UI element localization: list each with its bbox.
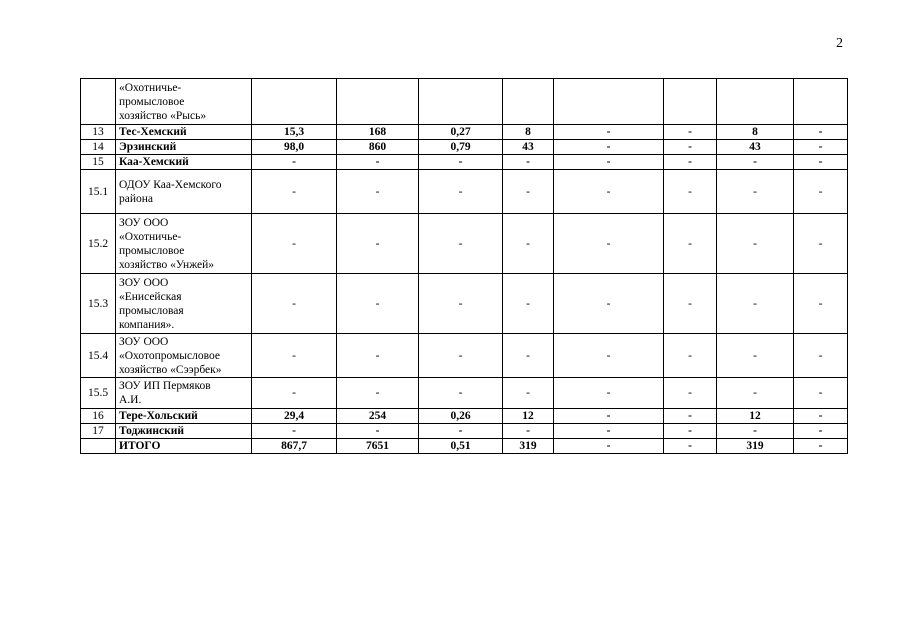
value-cell: - xyxy=(419,334,503,378)
value-cell: - xyxy=(252,155,337,170)
value-cell: - xyxy=(419,274,503,334)
row-number-cell: 17 xyxy=(81,424,116,439)
value-cell: - xyxy=(503,378,554,409)
value-cell: - xyxy=(664,274,717,334)
table-row xyxy=(81,334,848,378)
value-cell: - xyxy=(554,334,664,378)
value-cell: 15,3 xyxy=(252,125,337,140)
row-number-cell: 15.3 xyxy=(81,274,116,334)
value-cell: - xyxy=(717,155,794,170)
value-cell: - xyxy=(717,214,794,274)
value-cell: - xyxy=(337,214,419,274)
value-cell: 43 xyxy=(503,140,554,155)
row-name-cell: Тере-Хольский xyxy=(116,409,252,424)
value-cell: 0,79 xyxy=(419,140,503,155)
value-cell: - xyxy=(252,424,337,439)
value-cell: - xyxy=(337,155,419,170)
value-cell: - xyxy=(554,274,664,334)
value-cell: - xyxy=(252,170,337,214)
row-name-cell: ОДОУ Каа-Хемского района xyxy=(116,170,252,214)
value-cell: 254 xyxy=(337,409,419,424)
row-number-cell: 15.1 xyxy=(81,170,116,214)
value-cell: 43 xyxy=(717,140,794,155)
value-cell: - xyxy=(664,439,717,454)
value-cell xyxy=(337,79,419,125)
row-number-cell: 15.4 xyxy=(81,334,116,378)
value-cell: - xyxy=(794,424,848,439)
value-cell: - xyxy=(503,274,554,334)
value-cell: - xyxy=(554,140,664,155)
row-number-cell xyxy=(81,439,116,454)
value-cell: - xyxy=(664,155,717,170)
value-cell: - xyxy=(252,378,337,409)
value-cell: - xyxy=(419,170,503,214)
value-cell: 319 xyxy=(717,439,794,454)
value-cell: - xyxy=(664,424,717,439)
row-number-cell: 13 xyxy=(81,125,116,140)
value-cell: 0,51 xyxy=(419,439,503,454)
value-cell: 0,26 xyxy=(419,409,503,424)
value-cell: - xyxy=(419,155,503,170)
row-name-cell: Каа-Хемский xyxy=(116,155,252,170)
row-name-cell: ЗОУ ООО «Охотопромысловое хозяйство «Сээрбек» xyxy=(116,334,252,378)
value-cell: - xyxy=(717,378,794,409)
table-row xyxy=(81,140,848,155)
table-row xyxy=(81,214,848,274)
value-cell: - xyxy=(419,378,503,409)
row-name-cell: Тес-Хемский xyxy=(116,125,252,140)
value-cell: 98,0 xyxy=(252,140,337,155)
row-number-cell: 14 xyxy=(81,140,116,155)
value-cell: - xyxy=(794,170,848,214)
page-number: 2 xyxy=(836,36,843,51)
value-cell xyxy=(503,79,554,125)
value-cell: - xyxy=(337,170,419,214)
value-cell: - xyxy=(664,125,717,140)
value-cell: - xyxy=(794,409,848,424)
value-cell xyxy=(252,79,337,125)
row-number-cell: 15 xyxy=(81,155,116,170)
value-cell: - xyxy=(664,214,717,274)
value-cell: - xyxy=(794,214,848,274)
value-cell: - xyxy=(554,424,664,439)
value-cell: - xyxy=(794,125,848,140)
value-cell: - xyxy=(717,334,794,378)
row-number-cell: 16 xyxy=(81,409,116,424)
value-cell: 319 xyxy=(503,439,554,454)
row-number-cell: 15.2 xyxy=(81,214,116,274)
value-cell: - xyxy=(664,334,717,378)
value-cell: 12 xyxy=(717,409,794,424)
row-name-cell: ИТОГО xyxy=(116,439,252,454)
value-cell: - xyxy=(503,214,554,274)
table-row xyxy=(81,424,848,439)
value-cell: - xyxy=(419,424,503,439)
value-cell: - xyxy=(717,170,794,214)
value-cell: 7651 xyxy=(337,439,419,454)
value-cell: - xyxy=(503,170,554,214)
value-cell: - xyxy=(717,274,794,334)
data-table xyxy=(80,78,848,454)
value-cell: - xyxy=(554,125,664,140)
value-cell: 8 xyxy=(717,125,794,140)
value-cell: - xyxy=(337,378,419,409)
value-cell: - xyxy=(337,424,419,439)
table-row xyxy=(81,125,848,140)
value-cell: - xyxy=(794,378,848,409)
value-cell: - xyxy=(664,140,717,155)
row-name-cell: ЗОУ ООО «Охотничье- промысловое хозяйство «Унжей» xyxy=(116,214,252,274)
value-cell: - xyxy=(664,170,717,214)
value-cell: - xyxy=(337,274,419,334)
value-cell: - xyxy=(337,334,419,378)
value-cell: - xyxy=(554,409,664,424)
value-cell: - xyxy=(503,424,554,439)
value-cell xyxy=(664,79,717,125)
value-cell: 12 xyxy=(503,409,554,424)
table-row xyxy=(81,170,848,214)
value-cell: 8 xyxy=(503,125,554,140)
value-cell xyxy=(419,79,503,125)
value-cell: - xyxy=(252,214,337,274)
value-cell: 168 xyxy=(337,125,419,140)
value-cell: - xyxy=(717,424,794,439)
value-cell: 860 xyxy=(337,140,419,155)
table-row xyxy=(81,155,848,170)
row-name-cell: Эрзинский xyxy=(116,140,252,155)
value-cell: - xyxy=(794,334,848,378)
value-cell: - xyxy=(503,334,554,378)
value-cell: 0,27 xyxy=(419,125,503,140)
table-row xyxy=(81,79,848,125)
row-number-cell xyxy=(81,79,116,125)
row-name-cell: ЗОУ ИП Пермяков А.И. xyxy=(116,378,252,409)
value-cell: - xyxy=(794,155,848,170)
table-row xyxy=(81,409,848,424)
value-cell: 867,7 xyxy=(252,439,337,454)
value-cell: - xyxy=(664,409,717,424)
row-number-cell: 15.5 xyxy=(81,378,116,409)
value-cell: - xyxy=(554,439,664,454)
value-cell: - xyxy=(554,170,664,214)
value-cell xyxy=(794,79,848,125)
value-cell: - xyxy=(794,140,848,155)
table-row xyxy=(81,378,848,409)
value-cell: - xyxy=(419,214,503,274)
row-name-cell: Тоджинский xyxy=(116,424,252,439)
value-cell: - xyxy=(554,378,664,409)
value-cell: - xyxy=(554,155,664,170)
table-row xyxy=(81,274,848,334)
value-cell xyxy=(554,79,664,125)
table-row xyxy=(81,439,848,454)
value-cell: - xyxy=(664,378,717,409)
value-cell: - xyxy=(794,274,848,334)
value-cell: - xyxy=(554,214,664,274)
value-cell: - xyxy=(252,334,337,378)
value-cell: 29,4 xyxy=(252,409,337,424)
value-cell xyxy=(717,79,794,125)
value-cell: - xyxy=(794,439,848,454)
value-cell: - xyxy=(503,155,554,170)
row-name-cell: «Охотничье- промысловое хозяйство «Рысь» xyxy=(116,79,252,125)
row-name-cell: ЗОУ ООО «Енисейская промысловая компания». xyxy=(116,274,252,334)
value-cell: - xyxy=(252,274,337,334)
